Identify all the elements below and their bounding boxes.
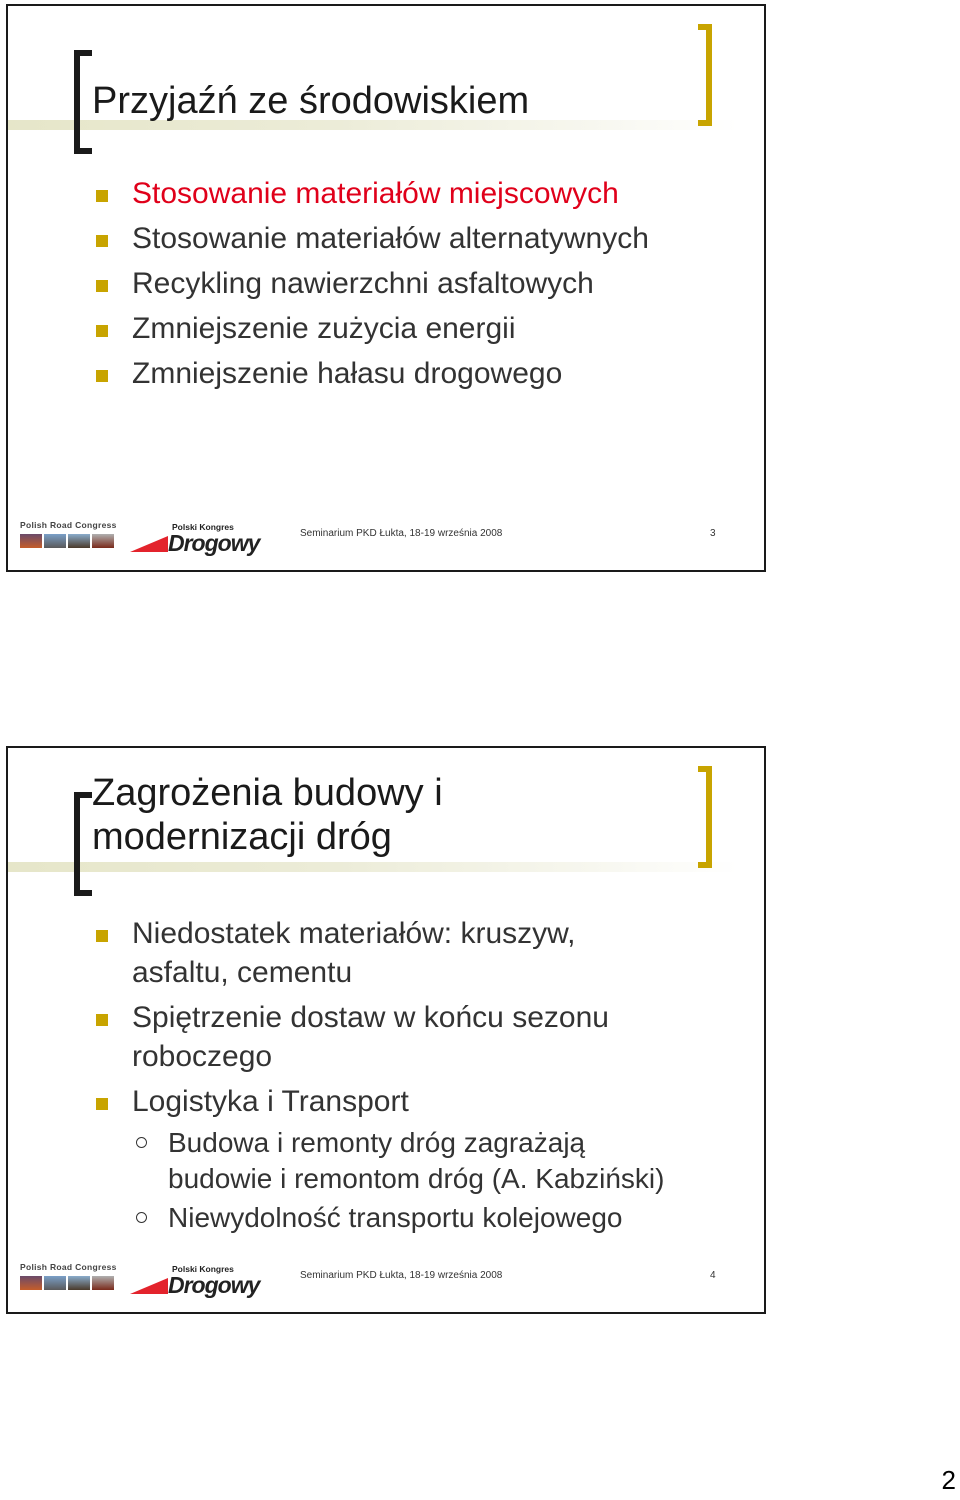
slide-title [92,772,443,859]
square-bullet-icon [96,1014,108,1026]
sub-bullet-text: Budowa i remonty dróg zagrażają [168,1127,586,1158]
bullet-item [96,1082,736,1236]
square-bullet-icon [96,370,108,382]
logo-small-text: Polski Kongres [172,522,234,532]
polski-kongres-drogowy-logo [130,522,260,556]
slide-footer [8,510,764,570]
left-bracket-decoration [74,792,92,896]
footer-text: Seminarium PKD Łukta, 18-19 września 2008 [300,1270,503,1281]
logo-text: Polish Road Congress [20,1262,117,1272]
bullet-text: Niedostatek materiałów: kruszyw, [132,917,576,950]
logo-text: Polish Road Congress [20,520,117,530]
bullet-list [96,914,736,1242]
slide-footer [8,1252,764,1312]
bullet-text: roboczego [132,1040,273,1073]
bullet-item [96,914,736,992]
bullet-item [96,219,736,258]
square-bullet-icon [96,325,108,337]
circle-bullet-icon [136,1212,147,1223]
title-underline [8,862,738,872]
bullet-item [96,174,736,213]
logo-photos [20,534,124,548]
bullet-text: Zmniejszenie hałasu drogowego [132,357,563,390]
right-bracket-decoration [698,24,712,126]
sub-bullet-item [132,1200,736,1236]
slide-number: 4 [710,1270,716,1281]
right-bracket-decoration [698,766,712,868]
footer-text: Seminarium PKD Łukta, 18-19 września 2008 [300,528,503,539]
slide-title: Przyjaźń ze środowiskiem [92,80,530,122]
sub-bullet-item [132,1125,736,1196]
logo-small-text: Polski Kongres [172,1264,234,1274]
slide-3 [6,4,766,572]
bullet-item [96,354,736,393]
bullet-text: Stosowanie materiałów alternatywnych [132,222,649,255]
title-line-1: Zagrożenia budowy i [92,772,443,814]
bullet-text: Zmniejszenie zużycia energii [132,312,516,345]
page-number: 2 [941,1465,956,1495]
square-bullet-icon [96,930,108,942]
bullet-item [96,264,736,303]
bullet-text: Spiętrzenie dostaw w końcu sezonu [132,1001,609,1034]
sub-bullet-list [132,1125,736,1236]
polish-road-congress-logo [20,1262,124,1290]
bullet-text: Recykling nawierzchni asfaltowych [132,267,594,300]
sub-bullet-text: Niewydolność transportu kolejowego [168,1202,623,1234]
circle-bullet-icon [136,1137,147,1148]
bullet-item [96,998,736,1076]
square-bullet-icon [96,235,108,247]
bullet-text: Logistyka i Transport [132,1085,409,1118]
bullet-text: asfaltu, cementu [132,956,353,989]
logo-photos [20,1276,124,1290]
red-triangle-icon [130,1278,168,1294]
left-bracket-decoration [74,50,92,154]
sub-bullet-text: budowie i remontom dróg (A. Kabziński) [168,1162,665,1194]
bullet-text: Stosowanie materiałów miejscowych [132,177,619,210]
bullet-item [96,309,736,348]
slide-4 [6,746,766,1314]
title-line-2: modernizacji dróg [92,815,392,858]
square-bullet-icon [96,280,108,292]
logo-big-text: Drogowy [168,530,260,556]
polish-road-congress-logo [20,520,124,548]
logo-big-text: Drogowy [168,1272,260,1298]
bullet-list [96,174,736,399]
square-bullet-icon [96,1098,108,1110]
polski-kongres-drogowy-logo [130,1264,260,1298]
slide-number: 3 [710,528,716,539]
square-bullet-icon [96,190,108,202]
red-triangle-icon [130,536,168,552]
